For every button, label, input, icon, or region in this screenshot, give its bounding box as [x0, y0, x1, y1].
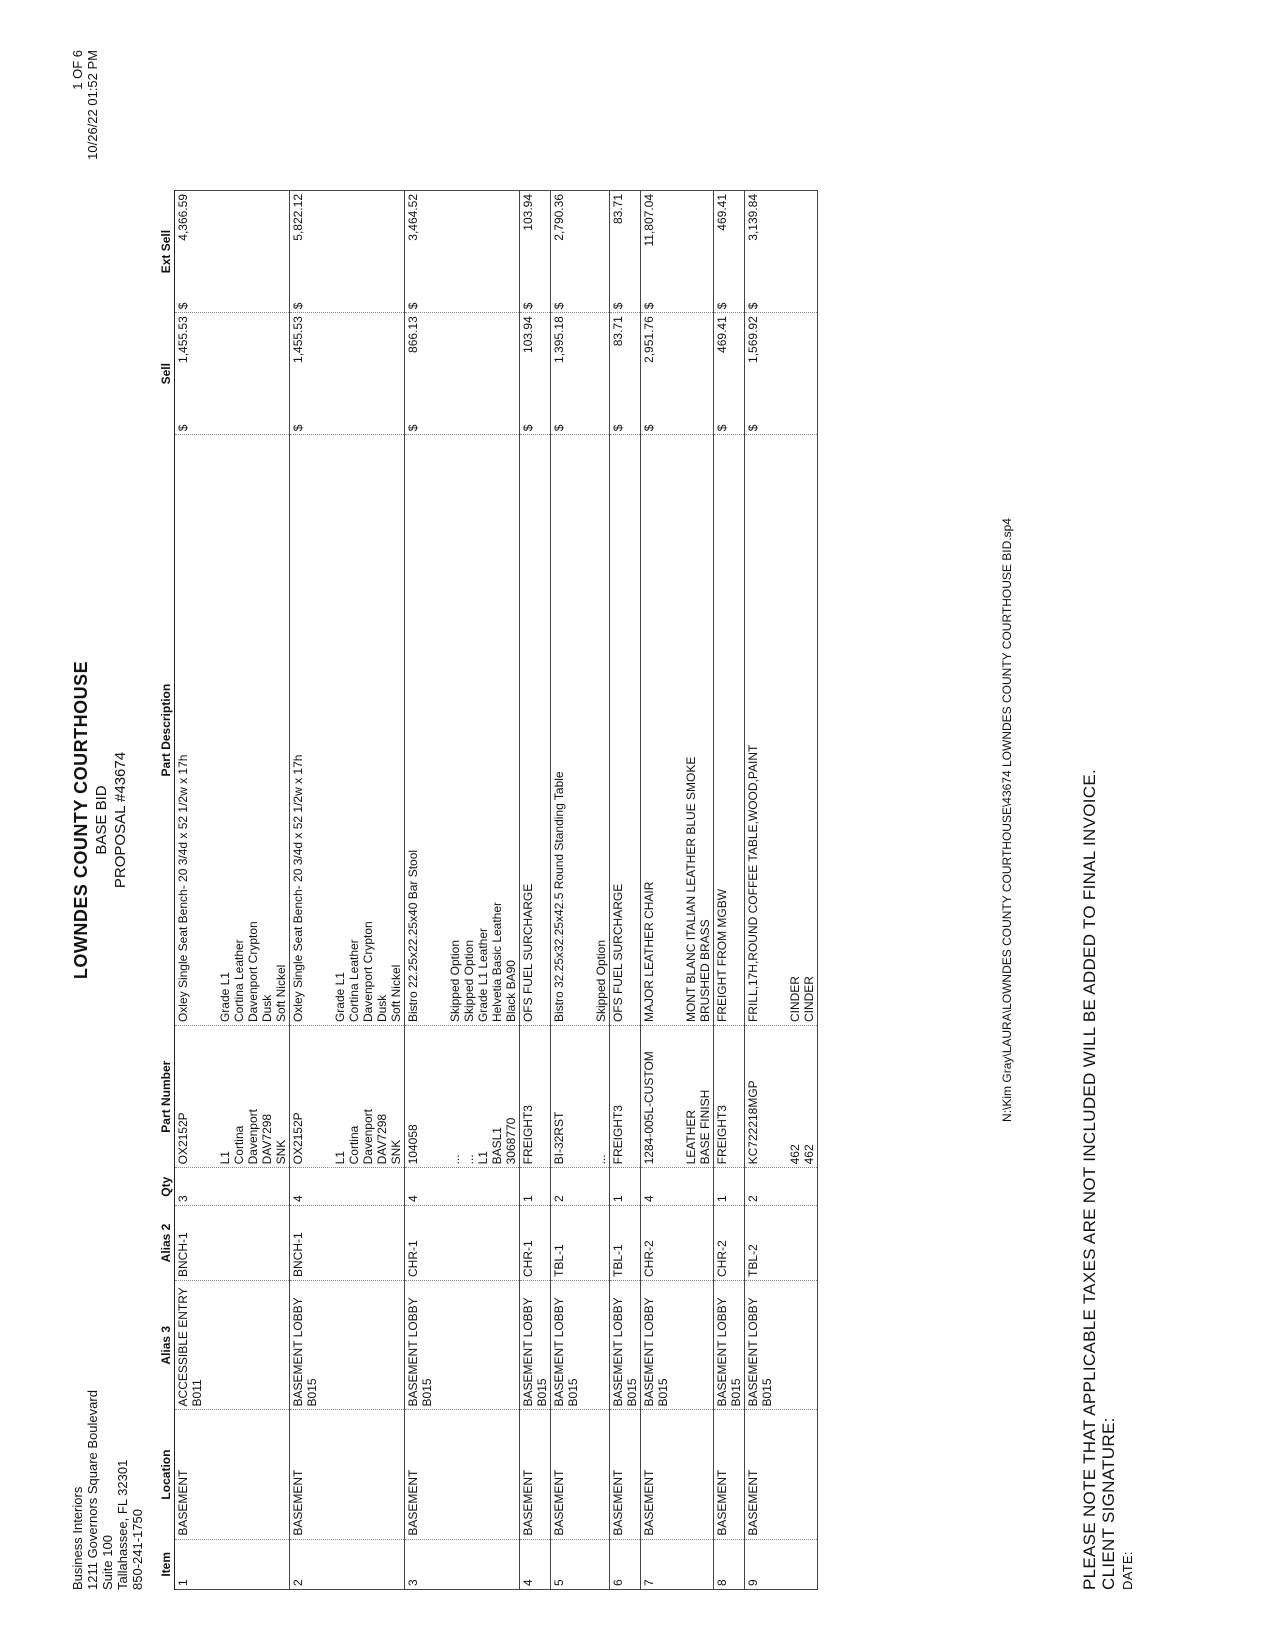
company-address-2: Suite 100	[100, 1535, 115, 1590]
item-number-text: 1	[176, 1579, 190, 1586]
part-number-cell	[520, 1026, 551, 1168]
description-cell-text: Oxley Single Seat Bench- 20 3/4d x 52 1/2w x 17h	[291, 754, 305, 1023]
item-number	[610, 1539, 641, 1589]
page-number: 1 OF 6	[70, 50, 85, 90]
description-cell	[714, 435, 745, 1026]
spacer	[760, 1029, 788, 1164]
ext-sell-cell-value: 83.71	[611, 194, 625, 225]
currency-symbol: $	[552, 424, 566, 432]
ext-sell-cell	[175, 191, 290, 313]
sub-part-number: DAV7298	[375, 1113, 389, 1165]
ext-sell-cell	[641, 191, 714, 313]
location-cell-text: BASEMENT	[746, 1469, 760, 1536]
ext-sell-cell	[610, 191, 641, 313]
location-cell-text: BASEMENT	[521, 1469, 535, 1536]
description-cell-text: OFS FUEL SURCHARGE	[611, 883, 625, 1023]
alias2-cell	[714, 1205, 745, 1280]
item-number	[520, 1539, 551, 1589]
notice-block	[1080, 769, 1137, 1590]
alias3-cell-text: ACCESSIBLE ENTRY B011	[176, 1287, 204, 1407]
sell-cell-value: 1,395.18	[552, 316, 566, 363]
ext-sell-cell	[520, 191, 551, 313]
currency-symbol: $	[642, 302, 656, 310]
description-cell	[520, 435, 551, 1026]
location-cell-text: BASEMENT	[611, 1469, 625, 1536]
qty-cell-text: 1	[521, 1195, 535, 1202]
currency-symbol: $	[746, 424, 760, 432]
sell-cell	[610, 313, 641, 435]
qty-cell	[641, 1168, 714, 1206]
alias2-cell-text: CHR-1	[406, 1240, 420, 1277]
sub-description: Grade L1	[218, 972, 232, 1023]
sub-description: Dusk	[260, 994, 274, 1023]
qty-cell	[290, 1168, 405, 1206]
qty-cell-text: 4	[291, 1195, 305, 1202]
sub-part-number: SNK	[274, 1139, 288, 1165]
sell-cell	[745, 313, 818, 435]
alias3-cell-text: BASEMENT LOBBY B015	[291, 1297, 319, 1407]
column-header: Part Description	[158, 435, 175, 1026]
description-cell-text: OFS FUEL SURCHARGE	[521, 883, 535, 1023]
alias2-cell-text: TBL-1	[611, 1244, 625, 1277]
alias2-cell-text: TBL-1	[552, 1244, 566, 1277]
description-cell	[610, 435, 641, 1026]
column-header: Location	[158, 1410, 175, 1539]
column-header: Item	[158, 1539, 175, 1589]
sub-part-number: LEATHER	[684, 1109, 698, 1165]
document-subtitle: BASE BID	[93, 785, 110, 855]
sell-cell	[714, 313, 745, 435]
ext-sell-cell-value: 4,366.59	[176, 194, 190, 241]
sell-cell	[641, 313, 714, 435]
part-number-cell-text: 1284-005L-CUSTOM	[642, 1051, 656, 1165]
sub-part-number: ...	[448, 1154, 462, 1165]
part-number-cell-text: FREIGHT3	[521, 1105, 535, 1165]
currency-symbol: $	[291, 302, 305, 310]
sub-part-number: ...	[462, 1154, 476, 1165]
part-number-cell	[714, 1026, 745, 1168]
sub-part-number: SNK	[389, 1139, 403, 1165]
document-title: LOWNDES COUNTY COURTHOUSE	[71, 660, 91, 980]
sub-part-number: BASE FINISH	[698, 1089, 712, 1165]
alias3-cell	[405, 1281, 520, 1410]
location-cell	[175, 1410, 290, 1539]
sub-description: Skipped Option	[448, 939, 462, 1023]
alias2-cell-text: CHR-1	[521, 1240, 535, 1277]
sell-cell-value: 1,455.53	[176, 316, 190, 363]
sub-description: Soft Nickel	[389, 964, 403, 1023]
sub-description: Cortina Leather	[232, 939, 246, 1023]
sub-part-number: L1	[333, 1151, 347, 1165]
alias3-cell-text: BASEMENT LOBBY B015	[552, 1297, 580, 1407]
ext-sell-cell-value: 3,139.84	[746, 194, 760, 241]
part-number-cell-text: OX2152P	[176, 1112, 190, 1165]
alias3-cell	[610, 1281, 641, 1410]
sub-description: CINDER	[788, 976, 802, 1023]
item-number	[641, 1539, 714, 1589]
spacer	[305, 1029, 333, 1164]
sub-description: Soft Nickel	[274, 964, 288, 1023]
sub-part-number: L1	[476, 1151, 490, 1165]
qty-cell-text: 2	[552, 1195, 566, 1202]
alias3-cell	[520, 1281, 551, 1410]
qty-cell	[405, 1168, 520, 1206]
sub-part-number: Davenport	[361, 1109, 375, 1165]
description-cell	[290, 435, 405, 1026]
table-row	[714, 191, 745, 1590]
currency-symbol: $	[406, 424, 420, 432]
sub-description: Davenport Crypton	[361, 921, 375, 1023]
alias3-cell	[745, 1281, 818, 1410]
date-label: DATE:	[1120, 1551, 1135, 1590]
spacer	[190, 438, 218, 1022]
sell-cell	[175, 313, 290, 435]
item-number-text: 5	[552, 1579, 566, 1586]
qty-cell	[610, 1168, 641, 1206]
description-cell	[175, 435, 290, 1026]
currency-symbol: $	[406, 302, 420, 310]
proposal-number: PROPOSAL #43674	[112, 751, 129, 889]
column-header: Alias 2	[158, 1205, 175, 1280]
spacer	[566, 438, 594, 1022]
alias2-cell	[520, 1205, 551, 1280]
item-number	[405, 1539, 520, 1589]
spacer	[656, 1029, 684, 1164]
alias2-cell-text: CHR-2	[642, 1240, 656, 1277]
location-cell-text: BASEMENT	[642, 1469, 656, 1536]
sub-description: CINDER	[802, 976, 816, 1023]
sub-part-number: BASL1	[490, 1127, 504, 1165]
alias2-cell	[290, 1205, 405, 1280]
table-header-row	[158, 191, 175, 1590]
alias3-cell	[175, 1281, 290, 1410]
description-cell-text: Bistro 22.25x22.25x40 Bar Stool	[406, 849, 420, 1023]
item-number	[551, 1539, 610, 1589]
column-header: Alias 3	[158, 1281, 175, 1410]
location-cell	[745, 1410, 818, 1539]
sub-description: MONT BLANC ITALIAN LEATHER BLUE SMOKE	[684, 756, 698, 1023]
item-number-text: 2	[291, 1579, 305, 1586]
sub-part-number: L1	[218, 1151, 232, 1165]
table-row	[641, 191, 714, 1590]
part-number-cell	[745, 1026, 818, 1168]
qty-cell-text: 4	[642, 1195, 656, 1202]
currency-symbol: $	[746, 302, 760, 310]
location-cell	[610, 1410, 641, 1539]
part-number-cell	[290, 1026, 405, 1168]
item-number	[745, 1539, 818, 1589]
part-number-cell-text: FREIGHT3	[611, 1105, 625, 1165]
proposal-sheet	[70, 50, 1240, 1590]
company-city: Tallahassee, FL 32301	[115, 1459, 130, 1590]
ext-sell-cell-value: 469.41	[715, 194, 729, 231]
sell-cell-value: 1,569.92	[746, 316, 760, 363]
table-row	[405, 191, 520, 1590]
currency-symbol: $	[642, 424, 656, 432]
ext-sell-cell-value: 5,822.12	[291, 194, 305, 241]
sell-cell-value: 2,951.76	[642, 316, 656, 363]
alias2-cell-text: TBL-2	[746, 1244, 760, 1277]
sell-cell	[520, 313, 551, 435]
spacer	[305, 438, 333, 1022]
currency-symbol: $	[176, 424, 190, 432]
page-info	[70, 50, 100, 160]
location-cell-text: BASEMENT	[406, 1469, 420, 1536]
ext-sell-cell-value: 11,807.04	[642, 194, 656, 247]
location-cell-text: BASEMENT	[552, 1469, 566, 1536]
alias2-cell-text: BNCH-1	[291, 1232, 305, 1277]
item-number	[290, 1539, 405, 1589]
alias2-cell	[405, 1205, 520, 1280]
ext-sell-cell-value: 3,464.52	[406, 194, 420, 241]
alias3-cell-text: BASEMENT LOBBY B015	[715, 1297, 743, 1407]
description-cell-text: MAJOR LEATHER CHAIR	[642, 881, 656, 1023]
sub-part-number: Cortina	[347, 1125, 361, 1165]
item-number	[714, 1539, 745, 1589]
part-number-cell-text: FREIGHT3	[715, 1105, 729, 1165]
table-row	[745, 191, 818, 1590]
item-number	[175, 1539, 290, 1589]
spacer	[420, 1029, 448, 1164]
table-body	[175, 191, 818, 1590]
sell-cell	[551, 313, 610, 435]
item-number-text: 9	[746, 1579, 760, 1586]
currency-symbol: $	[611, 302, 625, 310]
alias2-cell-text: BNCH-1	[176, 1232, 190, 1277]
sub-part-number: Cortina	[232, 1125, 246, 1165]
table-row	[520, 191, 551, 1590]
ext-sell-cell	[290, 191, 405, 313]
company-phone: 850-241-1750	[130, 1509, 145, 1590]
item-number-text: 7	[642, 1579, 656, 1586]
sub-description: Davenport Crypton	[246, 921, 260, 1023]
qty-cell	[520, 1168, 551, 1206]
spacer	[566, 1029, 594, 1164]
description-cell-text: Bistro 32.25x32.25x42.5 Round Standing Table	[552, 771, 566, 1023]
currency-symbol: $	[715, 424, 729, 432]
qty-cell-text: 1	[611, 1195, 625, 1202]
location-cell-text: BASEMENT	[291, 1469, 305, 1536]
alias3-cell	[551, 1281, 610, 1410]
column-header: Part Number	[158, 1026, 175, 1168]
sub-part-number: DAV7298	[260, 1113, 274, 1165]
column-header: Qty	[158, 1168, 175, 1206]
sub-part-number: 3068770	[504, 1117, 518, 1165]
sub-part-number: Davenport	[246, 1109, 260, 1165]
spacer	[760, 438, 788, 1022]
spacer	[190, 1029, 218, 1164]
column-header: Ext Sell	[158, 191, 175, 313]
spacer	[656, 438, 684, 1022]
location-cell	[551, 1410, 610, 1539]
sub-part-number: ...	[594, 1154, 608, 1165]
ext-sell-cell	[551, 191, 610, 313]
alias2-cell	[175, 1205, 290, 1280]
description-cell-text: FREIGHT FROM MGBW	[715, 888, 729, 1023]
column-header: Sell	[158, 313, 175, 435]
description-cell	[745, 435, 818, 1026]
sub-description: Grade L1 Leather	[476, 927, 490, 1023]
part-number-cell	[175, 1026, 290, 1168]
currency-symbol: $	[521, 424, 535, 432]
part-number-cell-text: 104058	[406, 1124, 420, 1165]
table-row	[290, 191, 405, 1590]
company-address-1: 1211 Governors Square Boulevard	[85, 1390, 100, 1590]
qty-cell	[175, 1168, 290, 1206]
currency-symbol: $	[521, 302, 535, 310]
currency-symbol: $	[552, 302, 566, 310]
description-cell-text: FRILL,17H,ROUND COFFEE TABLE,WOOD,PAINT	[746, 744, 760, 1023]
sub-description: Skipped Option	[462, 939, 476, 1023]
alias2-cell-text: CHR-2	[715, 1240, 729, 1277]
location-cell	[714, 1410, 745, 1539]
alias3-cell-text: BASEMENT LOBBY B015	[521, 1297, 549, 1407]
alias2-cell	[610, 1205, 641, 1280]
sub-part-number: 462	[788, 1144, 802, 1165]
sell-cell	[405, 313, 520, 435]
alias3-cell	[290, 1281, 405, 1410]
qty-cell	[745, 1168, 818, 1206]
currency-symbol: $	[176, 302, 190, 310]
qty-cell-text: 4	[406, 1195, 420, 1202]
alias3-cell-text: BASEMENT LOBBY B015	[642, 1297, 670, 1407]
sub-description: Black BA90	[504, 960, 518, 1023]
sell-cell-value: 103.94	[521, 316, 535, 353]
part-number-cell-text: BI-32RST	[552, 1111, 566, 1165]
table-row	[175, 191, 290, 1590]
table-row	[610, 191, 641, 1590]
company-name: Business Interiors	[70, 1486, 85, 1590]
location-cell	[290, 1410, 405, 1539]
alias2-cell	[641, 1205, 714, 1280]
alias3-cell	[641, 1281, 714, 1410]
location-cell-text: BASEMENT	[715, 1469, 729, 1536]
part-number-cell-text: OX2152P	[291, 1112, 305, 1165]
location-cell-text: BASEMENT	[176, 1469, 190, 1536]
description-cell-text: Oxley Single Seat Bench- 20 3/4d x 52 1/2w x 17h	[176, 754, 190, 1023]
client-signature-label: CLIENT SIGNATURE:	[1099, 1417, 1118, 1590]
alias3-cell-text: BASEMENT LOBBY B015	[611, 1297, 639, 1407]
alias3-cell-text: BASEMENT LOBBY B015	[406, 1297, 434, 1407]
alias2-cell	[551, 1205, 610, 1280]
ext-sell-cell	[714, 191, 745, 313]
item-number-text: 8	[715, 1579, 729, 1586]
location-cell	[520, 1410, 551, 1539]
part-number-cell	[641, 1026, 714, 1168]
part-number-cell-text: KC722218MGP	[746, 1080, 760, 1165]
qty-cell-text: 1	[715, 1195, 729, 1202]
file-path: N:\Kim Gray\LAURA\LOWNDES COUNTY COURTHOUSE\43674 LOWNDES COUNTY COURTHOUSE BID.sp4	[1000, 518, 1014, 1122]
sell-cell-value: 469.41	[715, 316, 729, 353]
ext-sell-cell	[745, 191, 818, 313]
title-block	[70, 50, 130, 1590]
print-datetime: 10/26/22 01:52 PM	[85, 50, 100, 160]
sub-description: BRUSHED BRASS	[698, 919, 712, 1023]
part-number-cell	[610, 1026, 641, 1168]
location-cell	[641, 1410, 714, 1539]
qty-cell-text: 3	[176, 1195, 190, 1202]
alias2-cell	[745, 1205, 818, 1280]
qty-cell	[551, 1168, 610, 1206]
spacer	[420, 438, 448, 1022]
sub-description: Grade L1	[333, 972, 347, 1023]
table-row	[551, 191, 610, 1590]
sub-description: Helvetia Basic Leather	[490, 901, 504, 1023]
sell-cell-value: 866.13	[406, 316, 420, 353]
part-number-cell	[405, 1026, 520, 1168]
currency-symbol: $	[715, 302, 729, 310]
sell-cell-value: 1,455.53	[291, 316, 305, 363]
location-cell	[405, 1410, 520, 1539]
item-number-text: 3	[406, 1579, 420, 1586]
item-number-text: 6	[611, 1579, 625, 1586]
sell-cell-value: 83.71	[611, 316, 625, 347]
tax-notice: PLEASE NOTE THAT APPLICABLE TAXES ARE NOT INCLUDED WILL BE ADDED TO FINAL INVOICE.	[1080, 768, 1099, 1590]
ext-sell-cell-value: 103.94	[521, 194, 535, 231]
ext-sell-cell-value: 2,790.36	[552, 194, 566, 241]
description-cell	[641, 435, 714, 1026]
qty-cell	[714, 1168, 745, 1206]
ext-sell-cell	[405, 191, 520, 313]
sub-description: Cortina Leather	[347, 939, 361, 1023]
sub-description: Skipped Option	[594, 939, 608, 1023]
description-cell	[551, 435, 610, 1026]
currency-symbol: $	[611, 424, 625, 432]
alias3-cell	[714, 1281, 745, 1410]
part-number-cell	[551, 1026, 610, 1168]
alias3-cell-text: BASEMENT LOBBY B015	[746, 1297, 774, 1407]
currency-symbol: $	[291, 424, 305, 432]
sell-cell	[290, 313, 405, 435]
qty-cell-text: 2	[746, 1195, 760, 1202]
line-items-table	[158, 190, 818, 1590]
sub-part-number: 462	[802, 1144, 816, 1165]
sub-description: Dusk	[375, 994, 389, 1023]
description-cell	[405, 435, 520, 1026]
item-number-text: 4	[521, 1579, 535, 1586]
